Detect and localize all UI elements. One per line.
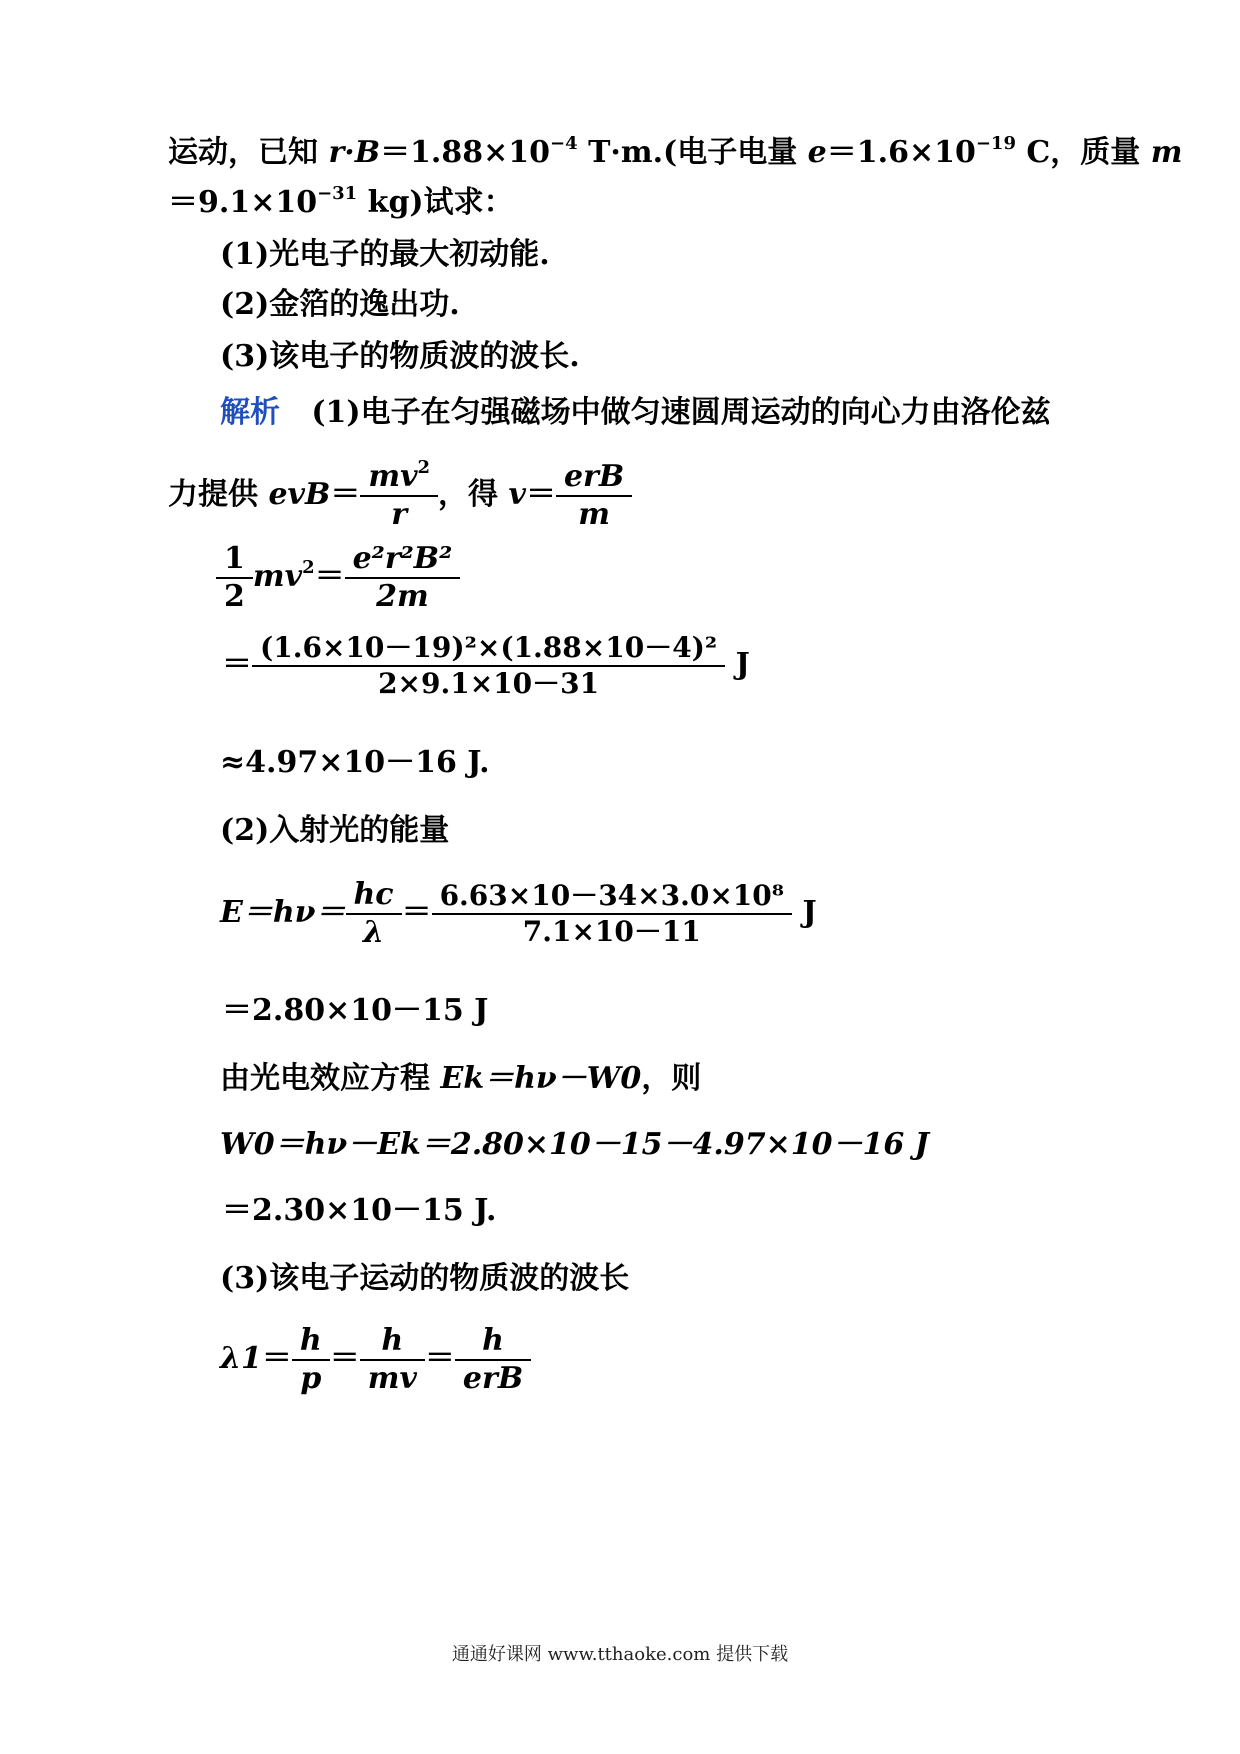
kinetic-energy-result: ≈4.97×10－16 J. (220, 745, 490, 780)
question-3: (3)该电子的物质波的波长. (220, 339, 580, 374)
photoelectric-equation: 由光电效应方程 Ek＝hν－W0，则 (220, 1061, 702, 1096)
fraction-h-over-p: $\frac{h}{p}$ (296, 1326, 326, 1394)
kinetic-energy-calc: ＝ $\frac{\text{(1.6×10－19)²×(1.88×10－4)²}}{2\times 9.1\times 10-31}$ J (222, 631, 750, 700)
work-function-result: ＝2.30×10－15 J. (222, 1193, 497, 1228)
wavelength-formula: λ1＝ $\frac{h}{p}$ ＝ $\frac{h}{mv}$ ＝ $\frac{h}{\text{erB}}$ (220, 1326, 531, 1394)
fraction-erB-over-m: $\frac{\text{erB}}{m}$ (560, 462, 628, 530)
section-3-title: (3)该电子运动的物质波的波长 (220, 1261, 630, 1296)
question-1: (1)光电子的最大初动能. (220, 237, 550, 272)
problem-line-2: $=9.1\times 10^{-31}$ kg)试求： (168, 183, 514, 220)
solution-label: 解析 (220, 395, 280, 430)
kinetic-energy-formula: $\frac{1}{2}$ $mv^2=$ $\frac{\text{e²r²B²}}{2m}$ (216, 544, 460, 612)
photon-energy-result: ＝2.80×10－15 J (222, 993, 489, 1028)
page-footer: 通通好课网 www.tthaoke.com 提供下载 (451, 1644, 789, 1665)
fraction-h-over-erB: $\frac{h}{\text{erB}}$ (459, 1326, 527, 1394)
fraction-hc-over-lambda: $\frac{hc}{\lambda}$ (350, 880, 398, 948)
fraction-E-calc: $\frac{\text{6.63×10－34×3.0×10⁸}}{7.1\times 10-11}$ (436, 882, 788, 946)
fraction-h-over-mv: $\frac{h}{mv}$ (364, 1326, 421, 1394)
solution-intro: 解析 (1)电子在匀强磁场中做匀速圆周运动的向心力由洛伦兹 (220, 395, 1051, 430)
fraction-ke-calc: $\frac{\text{(1.6×10－19)²×(1.88×10－4)²}}{2\times 9.1\times 10-31}$ (256, 634, 721, 698)
fraction-mv2-over-r: $\frac{mv^2}{r}$ (364, 462, 434, 530)
force-equation: 力提供 evB＝ $\frac{mv^2}{r}$ ，得 v＝ $\frac{\text{erB}}{m}$ (168, 462, 632, 530)
photon-energy-calc: E＝hν＝ $\frac{hc}{\lambda}$ ＝ $\frac{\text{6.63×10－34×3.0×10⁸}}{7.1\times 10-11}$ J (220, 877, 817, 950)
problem-line-1: 运动，已知 $r\cdot B=1.88\times 10^{-4}$ T·m.(电子电量 $e=1.6\times 10^{-19}$ C，质量 m (168, 133, 1183, 170)
section-2-title: (2)入射光的能量 (220, 813, 450, 848)
fraction-ke-rhs: $\frac{\text{e²r²B²}}{2m}$ (349, 544, 457, 612)
fraction-one-half: $\frac{1}{2}$ (220, 544, 249, 612)
question-2: (2)金箔的逸出功. (220, 287, 460, 322)
work-function-calc: W0＝hν－Ek＝2.80×10－15－4.97×10－16 J (220, 1127, 929, 1162)
